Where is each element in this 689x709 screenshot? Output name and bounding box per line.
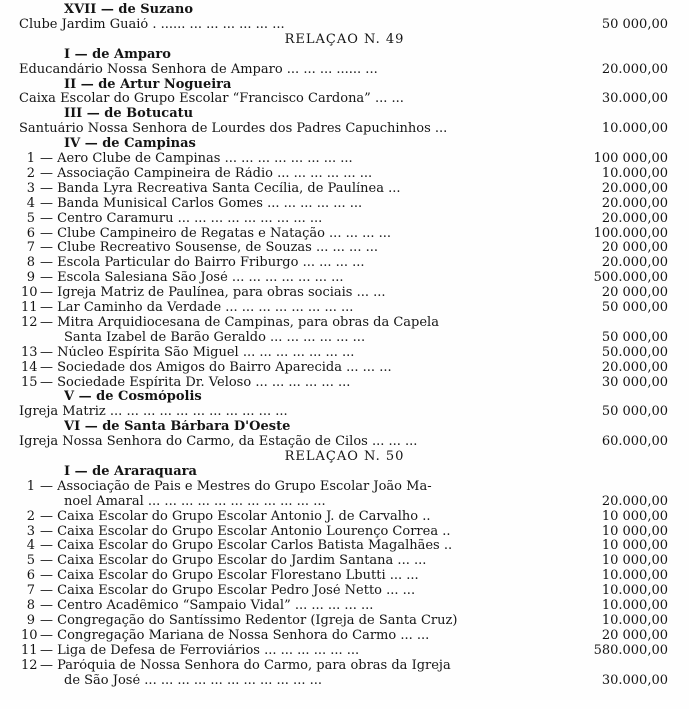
list-item	[0, 480, 689, 494]
amount: 10.000,00	[601, 583, 668, 599]
item-number: 13	[21, 344, 38, 360]
list-item	[0, 197, 689, 211]
entry-text: — Núcleo Espírita São Miguel ... ... ... ... ... ... ...	[40, 345, 355, 360]
amount: 50 000,00	[601, 329, 668, 345]
item-number: 5	[26, 553, 35, 569]
list-item	[0, 525, 689, 539]
item-number: 2	[26, 165, 35, 181]
list-item	[0, 539, 689, 553]
list-item	[0, 167, 689, 181]
list-item	[0, 63, 689, 77]
item-number: 10	[21, 627, 38, 643]
entry-text: — Escola Particular do Bairro Friburgo ... ... ... ...	[40, 256, 365, 271]
item-number: 9	[26, 612, 35, 628]
list-item	[0, 361, 689, 375]
municipality-heading	[0, 3, 689, 17]
list-item	[0, 495, 689, 509]
relacao-label: RELAÇÃO N. 50	[284, 450, 405, 464]
entry-text: — Banda Munisical Carlos Gomes ... ... ... ... ... ...	[40, 196, 363, 211]
entry-text: — Aero Clube de Campinas ... ... ... ... ... ... ... ...	[40, 152, 353, 166]
amount: 10.000,00	[601, 121, 668, 137]
list-item	[0, 122, 689, 136]
list-item	[0, 376, 689, 390]
list-item	[0, 405, 689, 419]
amount: 20.000,00	[601, 210, 668, 226]
amount: 50 000,00	[601, 404, 668, 420]
entry-text: — Caixa Escolar do Grupo Escolar do Jardim Santana ... ...	[40, 554, 427, 569]
list-item	[0, 241, 689, 255]
list-item	[0, 554, 689, 568]
section-title	[0, 450, 689, 464]
item-number: 9	[26, 270, 35, 286]
item-number: 10	[21, 285, 38, 301]
heading-text: I — de Araraquara	[64, 464, 197, 479]
amount: 10 000,00	[601, 523, 668, 539]
item-number: 1	[26, 151, 35, 166]
entry-text: — Centro Caramuru ... ... ... ... ... ... ... ... ...	[40, 211, 323, 226]
list-item	[0, 212, 689, 226]
list-item	[0, 435, 689, 449]
item-number: 3	[26, 180, 35, 196]
item-number: 6	[26, 225, 35, 241]
item-number: 11	[21, 642, 38, 658]
amount: 30.000,00	[601, 91, 668, 107]
entry-text: — Centro Acadêmico “Sampaio Vidal” ... ... ... ... ...	[40, 599, 374, 613]
list-item	[0, 659, 689, 673]
list-item	[0, 182, 689, 196]
municipality-heading	[0, 137, 689, 151]
entry-text: Santa Izabel de Barão Geraldo ... ... ... ... ... ...	[64, 330, 366, 345]
entry-text: — Caixa Escolar do Grupo Escolar Carlos Batista Magalhães ..	[40, 539, 453, 554]
amount: 60.000,00	[601, 434, 668, 450]
entry-text: Educandário Nossa Senhora de Amparo ... ... ... ...... ...	[19, 62, 378, 77]
list-item	[0, 227, 689, 241]
entry-text: — Clube Campineiro de Regatas e Natação ... ... ... ...	[40, 226, 392, 241]
list-item	[0, 510, 689, 524]
entry-text: — Congregação Mariana de Nossa Senhora do Carmo ... ...	[40, 628, 430, 643]
list-item	[0, 286, 689, 300]
item-number: 15	[21, 374, 38, 390]
entry-text: — Associação Campineira de Rádio ... ... ... ... ... ...	[40, 166, 373, 181]
amount: 20.000,00	[601, 255, 668, 271]
amount: 580.000,00	[593, 642, 668, 658]
amount: 50.000,00	[601, 344, 668, 360]
municipality-heading	[0, 48, 689, 62]
amount: 20.000,00	[601, 195, 668, 211]
entry-text: Igreja Nossa Senhora do Carmo, da Estação de Cilos ... ... ...	[19, 435, 418, 450]
list-item	[0, 92, 689, 106]
item-number: 11	[21, 300, 38, 315]
entry-text: noel Amaral ... ... ... ... ... ... ... ... ... ... ...	[64, 494, 326, 509]
list-item	[0, 256, 689, 270]
item-number: 4	[26, 195, 35, 211]
item-number: 7	[26, 583, 35, 599]
heading-text: VI — de Santa Bárbara D'Oeste	[64, 420, 291, 435]
list-item	[0, 301, 689, 315]
amount: 20 000,00	[601, 627, 668, 643]
amount: 20 000,00	[601, 285, 668, 301]
entry-text: — Paróquia de Nossa Senhora do Carmo, para obras da Igreja	[40, 658, 451, 673]
list-item	[0, 599, 689, 613]
entry-text: — Mitra Arquidiocesana de Campinas, para obras da Capela	[40, 315, 439, 330]
heading-text: V — de Cosmópolis	[64, 390, 202, 405]
amount: 10.000,00	[601, 598, 668, 613]
item-number: 14	[21, 359, 38, 375]
list-item	[0, 629, 689, 643]
entry-text: — Caixa Escolar do Grupo Escolar Antonio Lourenço Correa ..	[40, 524, 451, 539]
amount: 10 000,00	[601, 508, 668, 524]
entry-text: — Caixa Escolar do Grupo Escolar Pedro José Netto ... ...	[40, 584, 416, 599]
heading-text: XVII — de Suzano	[64, 3, 194, 17]
item-number: 8	[26, 255, 35, 271]
item-number: 3	[26, 523, 35, 539]
amount: 30 000,00	[601, 374, 668, 390]
list-item	[0, 331, 689, 345]
heading-text: III — de Botucatu	[64, 107, 194, 122]
amount: 50 000,00	[601, 300, 668, 315]
entry-text: — Liga de Defesa de Ferroviários ... ... ... ... ... ...	[40, 643, 360, 658]
heading-text: I — de Amparo	[64, 47, 171, 62]
municipality-heading	[0, 420, 689, 434]
municipality-heading	[0, 78, 689, 92]
municipality-heading	[0, 107, 689, 121]
entry-text: — Sociedade dos Amigos do Bairro Aparecida ... ... ...	[40, 360, 392, 375]
list-item	[0, 569, 689, 583]
amount: 500.000,00	[593, 270, 668, 286]
list-item	[0, 674, 689, 688]
entry-text: Caixa Escolar do Grupo Escolar “Francisco Cardona” ... ...	[19, 92, 404, 107]
heading-text: II — de Artur Nogueira	[64, 77, 232, 92]
relacao-label: RELAÇÃO N. 49	[284, 32, 405, 47]
entry-text: — Associação de Pais e Mestres do Grupo Escolar João Ma-	[40, 479, 432, 494]
entry-text: — Escola Salesiana São José ... ... ... ... ... ... ...	[40, 271, 344, 286]
heading-text: IV — de Campinas	[64, 137, 196, 152]
entry-text: — Congregação do Santíssimo Redentor (Igreja de Santa Cruz)	[40, 613, 458, 628]
amount: 20.000,00	[601, 493, 668, 509]
amount: 100.000,00	[593, 225, 668, 241]
entry-text: — Sociedade Espírita Dr. Veloso ... ... ... ... ... ...	[40, 375, 351, 390]
entry-text: — Igreja Matriz de Paulínea, para obras sociais ... ...	[40, 286, 386, 301]
list-item	[0, 152, 689, 166]
amount: 20.000,00	[601, 61, 668, 77]
entry-text: — Caixa Escolar do Grupo Escolar Antonio J. de Carvalho ..	[40, 509, 431, 524]
list-item	[0, 271, 689, 285]
list-item	[0, 316, 689, 330]
entry-text: Clube Jardim Guaió . ...... ... ... ... ... ... ...	[19, 17, 285, 32]
amount: 20.000,00	[601, 359, 668, 375]
entry-text: — Caixa Escolar do Grupo Escolar Florestano Lbutti ... ...	[40, 569, 419, 584]
list-item	[0, 346, 689, 360]
list-item	[0, 18, 689, 32]
list-item	[0, 614, 689, 628]
item-number: 4	[26, 538, 35, 554]
entry-text: — Lar Caminho da Verdade ... ... ... ... ... ... ... ...	[40, 301, 354, 315]
amount: 100 000,00	[593, 151, 668, 166]
amount: 10 000,00	[601, 538, 668, 554]
list-item	[0, 584, 689, 598]
amount: 20 000,00	[601, 240, 668, 256]
item-number: 6	[26, 568, 35, 584]
amount: 10 000,00	[601, 553, 668, 569]
item-number: 12	[21, 657, 38, 673]
amount: 10.000,00	[601, 568, 668, 584]
item-number: 1	[26, 478, 35, 494]
item-number: 5	[26, 210, 35, 226]
amount: 30.000,00	[601, 672, 668, 688]
entry-text: Santuário Nossa Senhora de Lourdes dos Padres Capuchinhos ...	[19, 122, 448, 137]
item-number: 7	[26, 240, 35, 256]
amount: 10.000,00	[601, 165, 668, 181]
entry-text: — Banda Lyra Recreativa Santa Cecília, de Paulínea ...	[40, 181, 401, 196]
amount: 20.000,00	[601, 180, 668, 196]
municipality-heading	[0, 465, 689, 479]
entry-text: de São José ... ... ... ... ... ... ... ... ... ... ...	[64, 673, 322, 688]
section-title	[0, 33, 689, 47]
item-number: 8	[26, 598, 35, 613]
entry-text: — Clube Recreativo Sousense, de Souzas ... ... ... ...	[40, 241, 378, 256]
entry-text: Igreja Matriz ... ... ... ... ... ... ... ... ... ... ...	[19, 405, 288, 420]
item-number: 2	[26, 508, 35, 524]
item-number: 12	[21, 314, 38, 330]
amount: 50 000,00	[601, 16, 668, 32]
amount: 10.000,00	[601, 612, 668, 628]
municipality-heading	[0, 390, 689, 404]
list-item	[0, 644, 689, 658]
